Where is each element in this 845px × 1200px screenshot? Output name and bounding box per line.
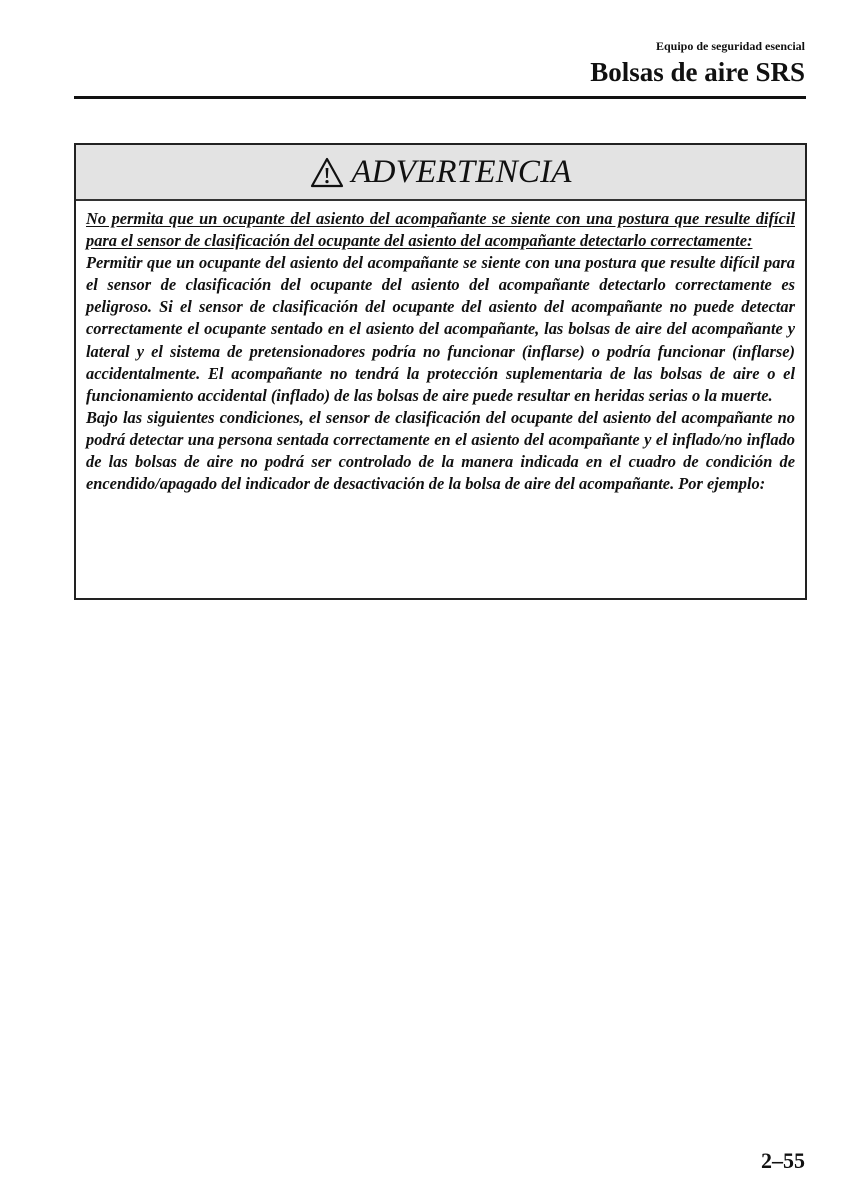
warning-lead-text: No permita que un ocupante del asiento del acompañante se siente con una postura que resulte difícil para el sensor de clasificación del ocupante del asiento del acompañante detectarlo correctamente:	[86, 209, 795, 251]
warning-box	[74, 143, 807, 600]
warning-paragraph-1: Permitir que un ocupante del asiento del acompañante se siente con una postura que resulte difícil para el sensor de clasificación del ocupante del asiento del acompañante detectarlo correctamente es peligroso. Si el sensor de clasificación del ocupante del asiento del acompañante no puede detectar correctamente el ocupante sentado en el asiento del acompañante, las bolsas de aire del acompañante y lateral y el sistema de pretensionadores podría no funcionar (inflarse) o podría funcionar (inflarse) accidentalmente. El acompañante no tendrá la protección suplementaria de las bolsas de aire o el funcionamiento accidental (inflado) de las bolsas de aire puede resultar en heridas serias o la muerte.	[86, 253, 795, 405]
page-title: Bolsas de aire SRS	[590, 57, 805, 87]
header-divider	[74, 96, 806, 99]
warning-title: ADVERTENCIA	[351, 154, 572, 190]
page-number: 2–55	[761, 1148, 805, 1173]
warning-paragraph-2: Bajo las siguientes condiciones, el sensor de clasificación del ocupante del asiento del acompañante no podrá detectar una persona sentada correctamente en el asiento del acompañante y el inflado/no inflado de las bolsas de aire no podrá ser controlado de la manera indicada en el cuadro de condición de encendido/apagado del indicador de desactivación de la bolsa de aire del acompañante. Por ejemplo:	[86, 407, 795, 494]
section-name: Equipo de seguridad esencial	[655, 39, 805, 53]
warning-body	[76, 201, 805, 495]
warning-header	[76, 145, 805, 201]
warning-triangle-icon	[309, 156, 345, 190]
